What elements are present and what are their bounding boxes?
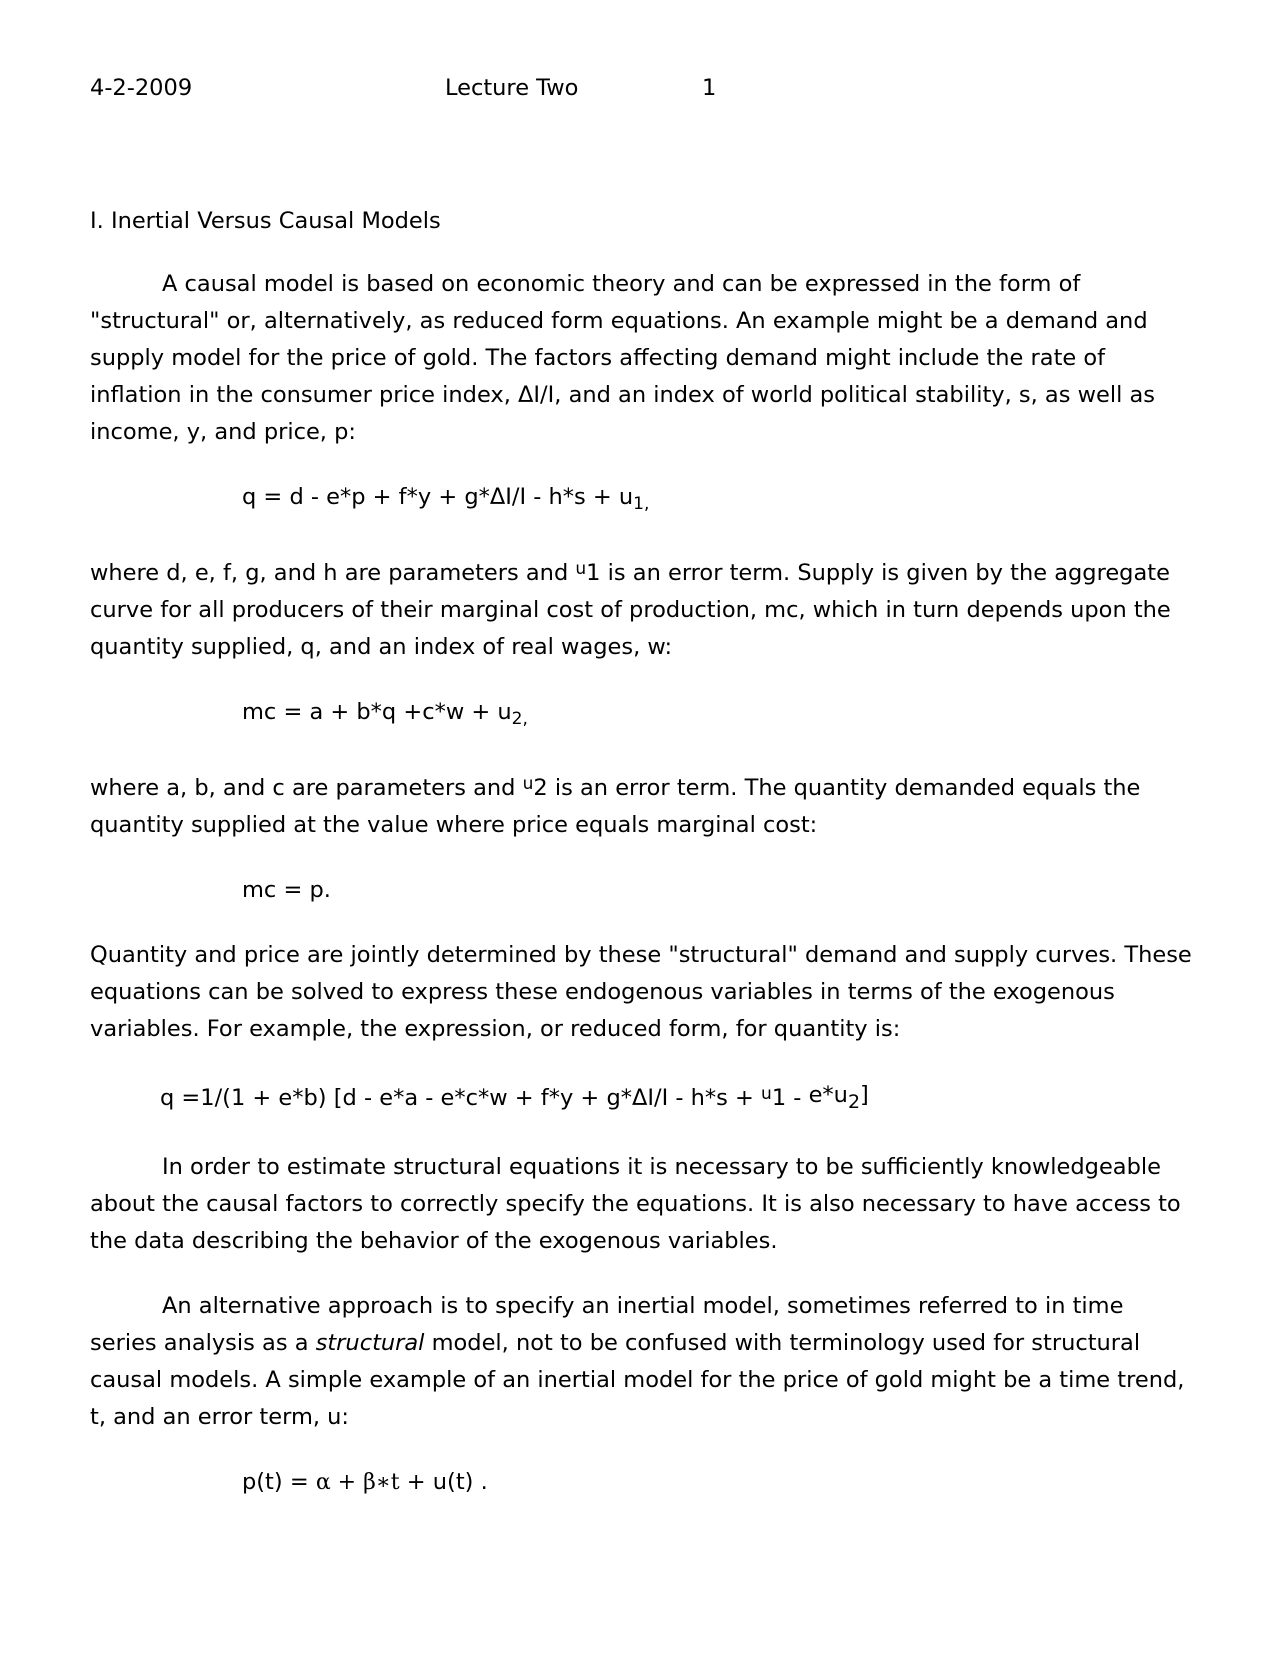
- paragraph-supply-params-text2: is an error term. The quantity demanded equals the quantity supplied at the value where price equals marginal cost:: [90, 775, 1141, 838]
- equation-time-trend-greek: α + β∗t: [315, 1470, 400, 1495]
- paragraph-estimation: In order to estimate structural equations it is necessary to be sufficiently knowledgeable about the causal factors to correctly specify the equations. It is also necessary to have access to the data describing the behavior of the exogenous variables.: [90, 1154, 1181, 1254]
- header-date: 4-2-2009: [90, 75, 193, 101]
- equation-marginal-cost-subscript: 2,: [511, 709, 528, 729]
- equation-reduced-form-bracket: ]: [860, 1082, 869, 1108]
- paragraph-demand-params-text2: is an error term. Supply is given by the aggregate curve for all producers of their marginal cost of production, mc, which in turn depends upon the quantity supplied, q, and an index of real wages, w:: [90, 560, 1171, 660]
- equation-marginal-cost-body: mc = a + b*q +c*w + u: [242, 699, 512, 725]
- equation-demand-subscript: 1,: [633, 494, 650, 514]
- equation-reduced-form: [90, 1076, 1194, 1121]
- paragraph-supply-params-text: where a, b, and c are parameters and: [90, 775, 523, 801]
- equation-reduced-form-body: q =1/(1 + e*b) [d - e*a - e*c*w + f*y + g*ΔI/I - h*s +: [160, 1085, 762, 1111]
- reduced-form-eu2-symbol: e*u: [808, 1082, 848, 1108]
- error-term-u1-index: 1: [586, 560, 601, 586]
- page-header: [90, 70, 1194, 107]
- structural-italic-term: structural: [315, 1330, 425, 1356]
- error-term-u1-symbol: u: [575, 559, 587, 579]
- equation-demand-body: q = d - e*p + f*y + g*ΔI/I - h*s + u: [242, 484, 634, 510]
- equation-time-trend-lhs: p(t) =: [242, 1469, 316, 1495]
- paragraph-demand-params: [90, 551, 1194, 666]
- paragraph-inertial-model-text: An alternative approach is to specify an inertial model, sometimes referred to in time series analysis as a: [90, 1293, 1124, 1356]
- paragraph-causal-model: A causal model is based on economic theory and can be expressed in the form of "structural" or, alternatively, as reduced form equations. An example might be a demand and supply model for the price of gold. The factors affecting demand might include the rate of inflation in the consumer price index, ΔI/I, and an index of world political stability, s, as well as income, y, and price, p:: [90, 271, 1155, 445]
- paragraph-joint-determination: Quantity and price are jointly determined by these "structural" demand and supply curves. These equations can be solved to express these endogenous variables in terms of the exogenous variables. For example, the expression, or reduced form, for quantity is:: [90, 942, 1192, 1042]
- error-term-u2-index: 2: [533, 775, 548, 801]
- error-term-u2-symbol: u: [522, 774, 534, 794]
- paragraph-inertial-model: [90, 1288, 1194, 1436]
- paragraph-demand-params-text: where d, e, f, g, and h are parameters and: [90, 560, 576, 586]
- reduced-form-u1-index: 1: [771, 1085, 787, 1111]
- reduced-form-u2-index: 2: [847, 1091, 861, 1113]
- reduced-form-u1-symbol: u: [761, 1084, 772, 1104]
- equation-time-trend: [90, 1464, 1194, 1501]
- paragraph-inertial-model-text2: model, not to be confused with terminology used for structural causal models. A simple example of an inertial model for the price of gold might be a time trend, t, and an error term, u:: [90, 1330, 1185, 1430]
- equation-demand: [90, 479, 1194, 523]
- header-page-number: 1: [702, 75, 717, 101]
- equation-time-trend-rhs: + u(t) .: [399, 1469, 488, 1495]
- equation-marginal-cost: [90, 694, 1194, 738]
- section-heading: I. Inertial Versus Causal Models: [90, 208, 441, 234]
- header-title: Lecture Two: [445, 75, 579, 101]
- equation-equilibrium: mc = p.: [242, 877, 331, 903]
- paragraph-supply-params: [90, 766, 1194, 844]
- equation-reduced-form-minus: -: [786, 1085, 809, 1111]
